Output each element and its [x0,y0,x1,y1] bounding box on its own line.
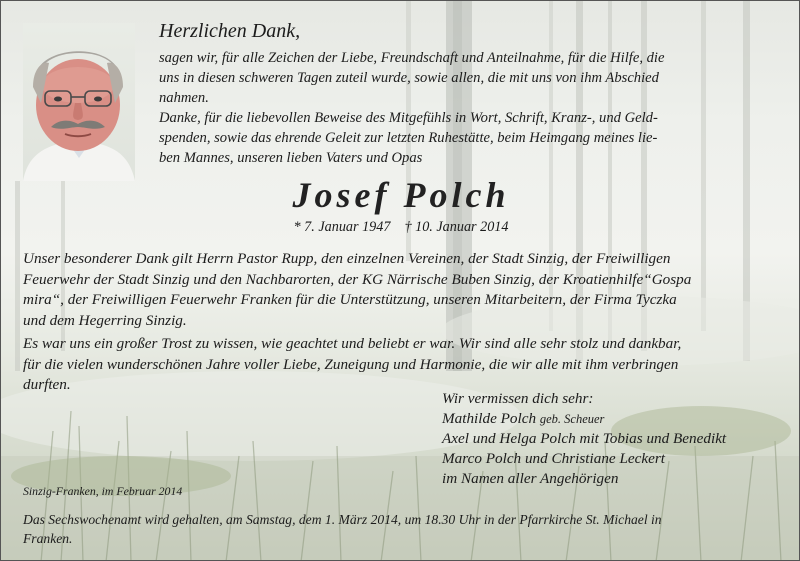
special-thanks-paragraph [23,249,691,331]
portrait-photo [23,23,135,181]
paragraph-line: mira“, der Freiwilligen Feuerwehr Franken für die Unterstützung, unseren Mitarbeitern, der Firma Tyczka [23,291,677,308]
death-date: † 10. Januar 2014 [404,219,509,235]
birth-date: * 7. Januar 1947 [293,219,391,235]
family-signature [442,389,726,489]
life-dates [1,219,800,236]
paragraph-line: Unser besonderer Dank gilt Herrn Pastor Rupp, den einzelnen Vereinen, der Stadt Sinzig, der Freiwilligen [23,250,671,267]
thanks-line: Danke, für die liebevollen Beweise des Mitgefühls in Wort, Schrift, Kranz-, und Geld- [159,110,658,126]
memorial-mass-notice [23,510,662,548]
place-and-date: Sinzig-Franken, im Februar 2014 [23,484,183,498]
signature-wife [442,409,726,429]
signature-closing: im Namen aller Angehörigen [442,470,619,487]
paragraph-line: Es war uns ein großer Trost zu wissen, wie geachtet und beliebt er war. Wir sind alle sehr stolz und dankbar, [23,335,682,352]
thanks-line: sagen wir, für alle Zeichen der Liebe, Freundschaft und Anteilnahme, für die Hilfe, die [159,50,665,66]
thanks-line: nahmen. [159,90,209,106]
signature-intro: Wir vermissen dich sehr: [442,390,594,407]
greeting-heading: Herzlichen Dank, [159,20,301,42]
footer-line: Das Sechswochenamt wird gehalten, am Samstag, dem 1. März 2014, um 18.30 Uhr in der Pfarrkirche St. Michael in [23,512,662,527]
comfort-paragraph [23,334,681,396]
wife-name: Mathilde Polch [442,410,537,427]
paragraph-line: für die vielen wunderschönen Jahre voller Liebe, Zuneigung und Harmonie, die wir alle mit ihm verbringen [23,355,679,373]
paragraph-line: Feuerwehr der Stadt Sinzig und den Nachbarorten, der KG Närrische Buben Sinzig, der Kroatienhilfe“Gospa [23,270,692,288]
footer-line: Franken. [23,531,73,546]
paragraph-line: und dem Hegerring Sinzig. [23,311,187,329]
wife-maiden-name: geb. Scheuer [539,412,605,426]
thanks-line: uns in diesen schweren Tagen zuteil wurde, sowie allen, die mit uns von ihm Abschied [159,70,659,86]
paragraph-line: durften. [23,376,71,393]
thanks-line: spenden, sowie das ehrende Geleit zur letzten Ruhestätte, beim Heimgang meines lie- [159,130,658,146]
thanks-line: ben Mannes, unseren lieben Vaters und Opas [159,150,423,166]
thanks-paragraph [159,48,664,168]
deceased-name: Josef Polch [292,175,510,215]
signature-family-line: Axel und Helga Polch mit Tobias und Benedikt [442,430,727,447]
signature-family-line: Marco Polch und Christiane Leckert [442,450,665,467]
